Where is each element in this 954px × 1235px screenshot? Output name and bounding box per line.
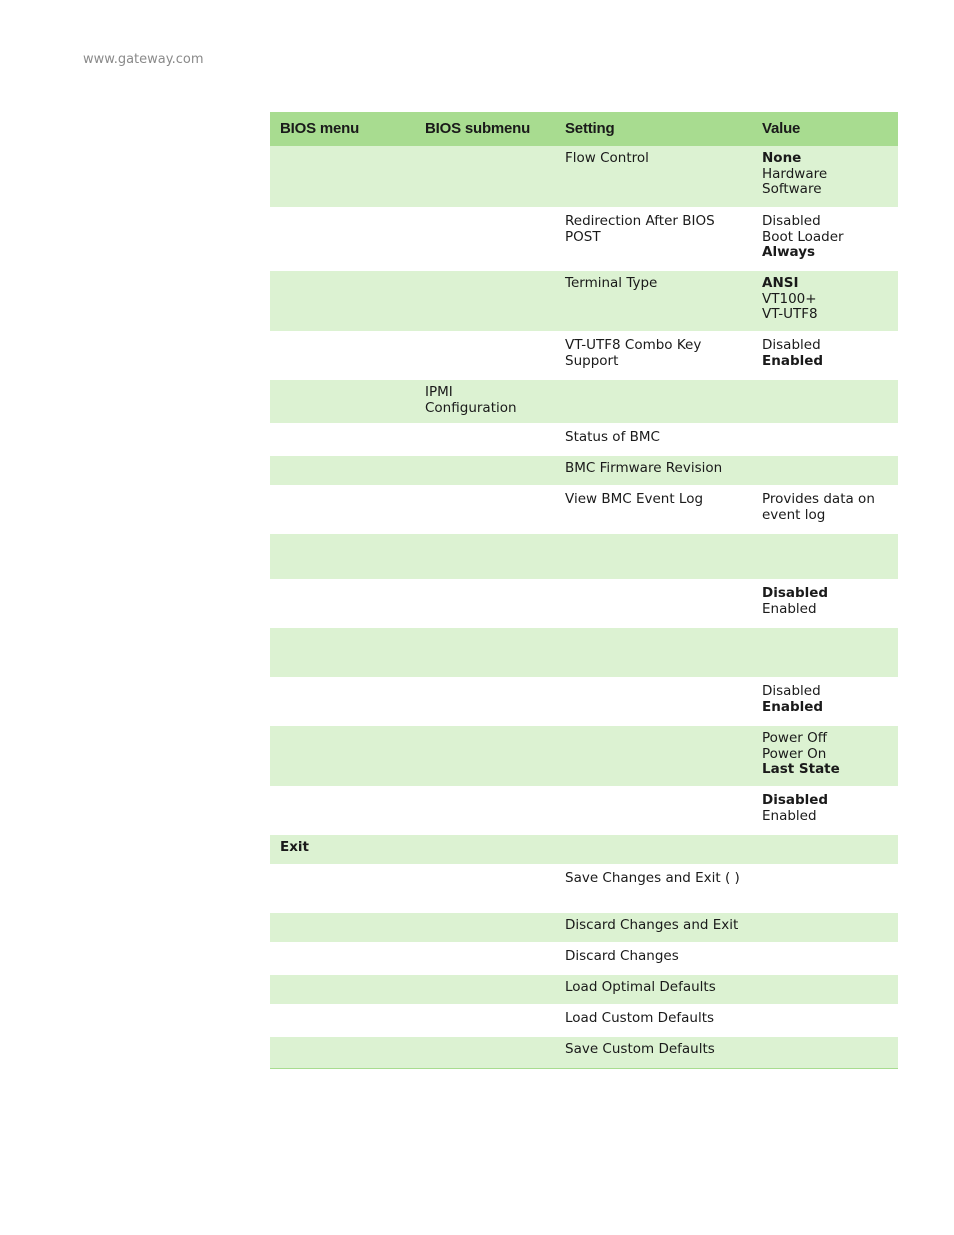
cell-setting: Load Optimal Defaults (555, 974, 752, 1005)
value-option: Last State (762, 761, 840, 777)
cell-value (752, 146, 898, 208)
column-header-setting: Setting (555, 112, 752, 146)
cell-value (752, 912, 898, 943)
value-option: Enabled (762, 600, 817, 617)
cell-value (752, 678, 898, 725)
cell-bios-submenu (415, 725, 555, 787)
cell-setting: Redirection After BIOS POST (555, 208, 752, 270)
cell-bios-menu (270, 865, 415, 912)
table-row (270, 146, 898, 208)
table-row (270, 974, 898, 1005)
cell-value (752, 379, 898, 424)
cell-value (752, 834, 898, 865)
value-option: Enabled (762, 807, 817, 824)
cell-bios-menu (270, 725, 415, 787)
cell-bios-menu (270, 943, 415, 974)
cell-setting: Status of BMC (555, 424, 752, 455)
cell-value (752, 270, 898, 332)
cell-bios-menu (270, 379, 415, 424)
cell-bios-submenu (415, 332, 555, 379)
cell-bios-submenu (415, 580, 555, 627)
cell-bios-submenu (415, 834, 555, 865)
cell-bios-menu (270, 627, 415, 678)
column-header-bios-menu: BIOS menu (270, 112, 415, 146)
cell-setting: VT-UTF8 Combo Key Support (555, 332, 752, 379)
cell-setting: BMC Firmware Revision (555, 455, 752, 486)
cell-setting: View BMC Event Log (555, 486, 752, 533)
cell-bios-menu (270, 208, 415, 270)
cell-setting: Save Changes and Exit ( ) (555, 865, 752, 912)
cell-bios-menu (270, 787, 415, 834)
table-row (270, 1005, 898, 1036)
cell-bios-submenu (415, 486, 555, 533)
cell-setting: Flow Control (555, 146, 752, 208)
cell-bios-submenu (415, 943, 555, 974)
value-option: Disabled (762, 337, 821, 353)
cell-value (752, 787, 898, 834)
cell-bios-menu: Exit (270, 834, 415, 865)
value-option: Hardware (762, 165, 828, 182)
table-row (270, 627, 898, 678)
cell-value (752, 974, 898, 1005)
value-option: Always (762, 244, 816, 260)
cell-setting: Discard Changes (555, 943, 752, 974)
table-row (270, 332, 898, 379)
table-row (270, 270, 898, 332)
cell-setting: Save Custom Defaults (555, 1036, 752, 1068)
cell-value (752, 1036, 898, 1068)
table-header-row (270, 112, 898, 146)
value-option: Enabled (762, 352, 824, 369)
cell-bios-submenu (415, 270, 555, 332)
cell-value (752, 627, 898, 678)
cell-bios-submenu (415, 208, 555, 270)
cell-bios-submenu (415, 455, 555, 486)
cell-bios-menu (270, 424, 415, 455)
bios-settings-table (270, 112, 898, 1069)
cell-setting: Load Custom Defaults (555, 1005, 752, 1036)
table-body (270, 146, 898, 1068)
cell-bios-menu (270, 912, 415, 943)
cell-bios-submenu (415, 424, 555, 455)
cell-bios-menu (270, 486, 415, 533)
cell-setting (555, 678, 752, 725)
cell-bios-submenu (415, 974, 555, 1005)
value-option: VT100+ (762, 290, 817, 307)
cell-value (752, 533, 898, 580)
cell-setting (555, 725, 752, 787)
value-option: Disabled (762, 683, 821, 699)
table-row (270, 678, 898, 725)
cell-bios-menu (270, 270, 415, 332)
value-option: VT-UTF8 (762, 306, 818, 322)
cell-value (752, 208, 898, 270)
cell-bios-submenu (415, 533, 555, 580)
value-option: Enabled (762, 698, 824, 715)
cell-bios-menu (270, 1036, 415, 1068)
cell-setting (555, 834, 752, 865)
value-option: None (762, 150, 802, 166)
cell-value (752, 424, 898, 455)
cell-bios-submenu (415, 865, 555, 912)
table-row (270, 725, 898, 787)
cell-value (752, 865, 898, 912)
cell-bios-menu (270, 146, 415, 208)
cell-value (752, 943, 898, 974)
table-row (270, 865, 898, 912)
table-row (270, 486, 898, 533)
cell-value (752, 725, 898, 787)
value-option: Power Off (762, 730, 828, 746)
cell-setting: Terminal Type (555, 270, 752, 332)
cell-bios-menu (270, 533, 415, 580)
cell-setting: Discard Changes and Exit (555, 912, 752, 943)
cell-setting (555, 627, 752, 678)
value-option: Power On (762, 745, 827, 762)
cell-value (752, 332, 898, 379)
column-header-bios-submenu: BIOS submenu (415, 112, 555, 146)
cell-setting (555, 379, 752, 424)
cell-bios-submenu (415, 1036, 555, 1068)
cell-setting (555, 533, 752, 580)
cell-value (752, 455, 898, 486)
cell-value (752, 486, 898, 533)
cell-bios-submenu (415, 627, 555, 678)
value-option: Disabled (762, 792, 829, 808)
value-option: ANSI (762, 275, 799, 291)
table-row (270, 943, 898, 974)
table-row (270, 379, 898, 424)
value-option: Software (762, 181, 822, 197)
table-row (270, 1036, 898, 1068)
value-option: Disabled (762, 585, 829, 601)
value-option: Provides data on event log (762, 491, 875, 523)
column-header-value: Value (752, 112, 898, 146)
table-row (270, 208, 898, 270)
cell-setting (555, 787, 752, 834)
cell-bios-menu (270, 580, 415, 627)
cell-value (752, 1005, 898, 1036)
value-option: Boot Loader (762, 228, 844, 245)
cell-bios-submenu: IPMI Configuration (415, 379, 555, 424)
cell-setting (555, 580, 752, 627)
table-row (270, 580, 898, 627)
table-row (270, 455, 898, 486)
cell-bios-menu (270, 332, 415, 379)
table-row (270, 424, 898, 455)
cell-bios-submenu (415, 912, 555, 943)
site-url: www.gateway.com (83, 52, 204, 67)
value-option: Disabled (762, 213, 821, 229)
cell-bios-submenu (415, 787, 555, 834)
table-row (270, 533, 898, 580)
cell-bios-submenu (415, 1005, 555, 1036)
table-row (270, 912, 898, 943)
cell-bios-menu (270, 678, 415, 725)
cell-bios-menu (270, 455, 415, 486)
cell-bios-submenu (415, 146, 555, 208)
cell-bios-menu (270, 1005, 415, 1036)
cell-bios-menu (270, 974, 415, 1005)
table-row (270, 787, 898, 834)
cell-bios-submenu (415, 678, 555, 725)
table-row (270, 834, 898, 865)
cell-value (752, 580, 898, 627)
